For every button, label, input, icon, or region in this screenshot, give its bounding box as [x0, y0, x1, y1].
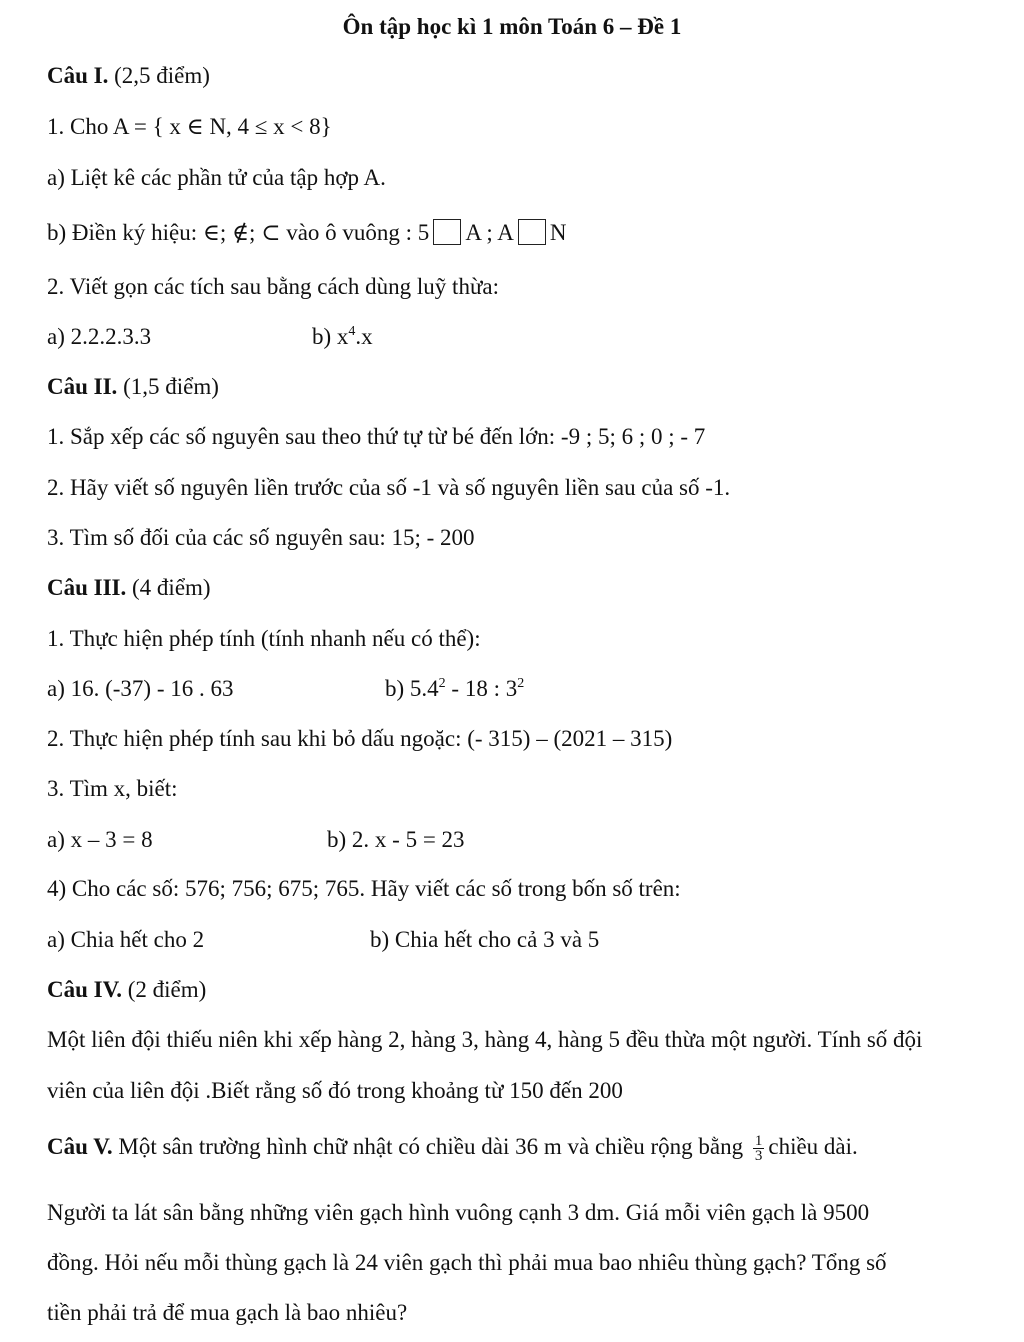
heading-label: Câu I. — [47, 63, 109, 88]
answer-box-1 — [433, 219, 461, 245]
question-3-1: 1. Thực hiện phép tính (tính nhanh nếu có thể): — [47, 626, 481, 651]
section-heading-1 — [47, 61, 210, 91]
question-3-2: 2. Thực hiện phép tính sau khi bỏ dấu ngoặc: (- 315) – (2021 – 315) — [47, 726, 673, 751]
section-heading-3 — [47, 573, 211, 603]
problem-5-line-4: tiền phải trả để mua gạch là bao nhiêu? — [47, 1300, 408, 1325]
heading-label: Câu IV. — [47, 977, 122, 1002]
fraction — [753, 1134, 765, 1163]
problem-4-line-2: viên của liên đội .Biết rằng số đó trong khoảng từ 150 đến 200 — [47, 1078, 623, 1103]
page-title: Ôn tập học kì 1 môn Toán 6 – Đề 1 — [342, 14, 682, 39]
problem-5-line-3: đồng. Hỏi nếu mỗi thùng gạch là 24 viên gạch thì phải mua bao nhiêu thùng gạch? Tổng số — [47, 1250, 887, 1275]
section-heading-2 — [47, 372, 219, 402]
q1b-exp2: 2 — [517, 676, 525, 691]
q2b-exp: 4 — [348, 324, 356, 339]
heading-points: (2,5 điểm) — [108, 63, 210, 88]
heading-label: Câu II. — [47, 374, 118, 399]
question-3-1a: a) 16. (-37) - 16 . 63 — [47, 676, 234, 701]
question-1-1b — [47, 218, 567, 248]
question-3-1b — [385, 674, 524, 704]
problem-4-line-1: Một liên đội thiếu niên khi xếp hàng 2, hàng 3, hàng 4, hàng 5 đều thừa một người. Tính số đội — [47, 1027, 923, 1052]
q1b-mid: A ; A — [465, 220, 514, 245]
heading-points: (4 điểm) — [126, 575, 211, 600]
heading-points: (2 điểm) — [122, 977, 207, 1002]
question-3-4b: b) Chia hết cho cả 3 và 5 — [370, 927, 600, 952]
q1b-mid: - 18 : 3 — [445, 676, 518, 701]
heading-label: Câu V. — [47, 1134, 113, 1159]
fraction-denominator: 3 — [754, 1148, 763, 1165]
question-2-3: 3. Tìm số đối của các số nguyên sau: 15; - 200 — [47, 525, 475, 550]
question-1-2a: a) 2.2.2.3.3 — [47, 324, 152, 349]
q1b-pre: b) 5.4 — [385, 676, 439, 701]
question-1-2: 2. Viết gọn các tích sau bằng cách dùng luỹ thừa: — [47, 274, 500, 299]
fraction-numerator: 1 — [754, 1133, 763, 1150]
question-3-4: 4) Cho các số: 576; 756; 675; 765. Hãy viết các số trong bốn số trên: — [47, 876, 681, 901]
question-1-1a: a) Liệt kê các phần tử của tập hợp A. — [47, 165, 386, 190]
q2b-post: .x — [355, 324, 373, 349]
question-1-2b — [312, 322, 373, 352]
q1b-exp1: 2 — [438, 676, 446, 691]
problem-5-text-end: chiều dài. — [768, 1134, 858, 1159]
q2b-pre: b) x — [312, 324, 349, 349]
answer-box-2 — [518, 219, 546, 245]
heading-label: Câu III. — [47, 575, 127, 600]
question-3-3b: b) 2. x - 5 = 23 — [327, 827, 465, 852]
section-heading-4 — [47, 975, 206, 1005]
question-3-3: 3. Tìm x, biết: — [47, 776, 178, 801]
question-3-4a: a) Chia hết cho 2 — [47, 927, 205, 952]
question-1-1: 1. Cho A = { x ∈ N, 4 ≤ x < 8} — [47, 114, 332, 139]
question-2-1: 1. Sắp xếp các số nguyên sau theo thứ tự từ bé đến lớn: -9 ; 5; 6 ; 0 ; - 7 — [47, 424, 706, 449]
problem-5-text: Một sân trường hình chữ nhật có chiều dài 36 m và chiều rộng bằng — [112, 1134, 744, 1159]
problem-5-line-2: Người ta lát sân bằng những viên gạch hình vuông cạnh 3 dm. Giá mỗi viên gạch là 9500 — [47, 1200, 870, 1225]
q1b-text: b) Điền ký hiệu: ∈; ∉; ⊂ vào ô vuông : 5 — [47, 220, 430, 245]
question-3-3a: a) x – 3 = 8 — [47, 827, 153, 852]
q1b-end: N — [549, 220, 567, 245]
problem-5-line-1 — [47, 1132, 858, 1163]
heading-points: (1,5 điểm) — [117, 374, 219, 399]
question-2-2: 2. Hãy viết số nguyên liền trước của số -1 và số nguyên liền sau của số -1. — [47, 475, 731, 500]
